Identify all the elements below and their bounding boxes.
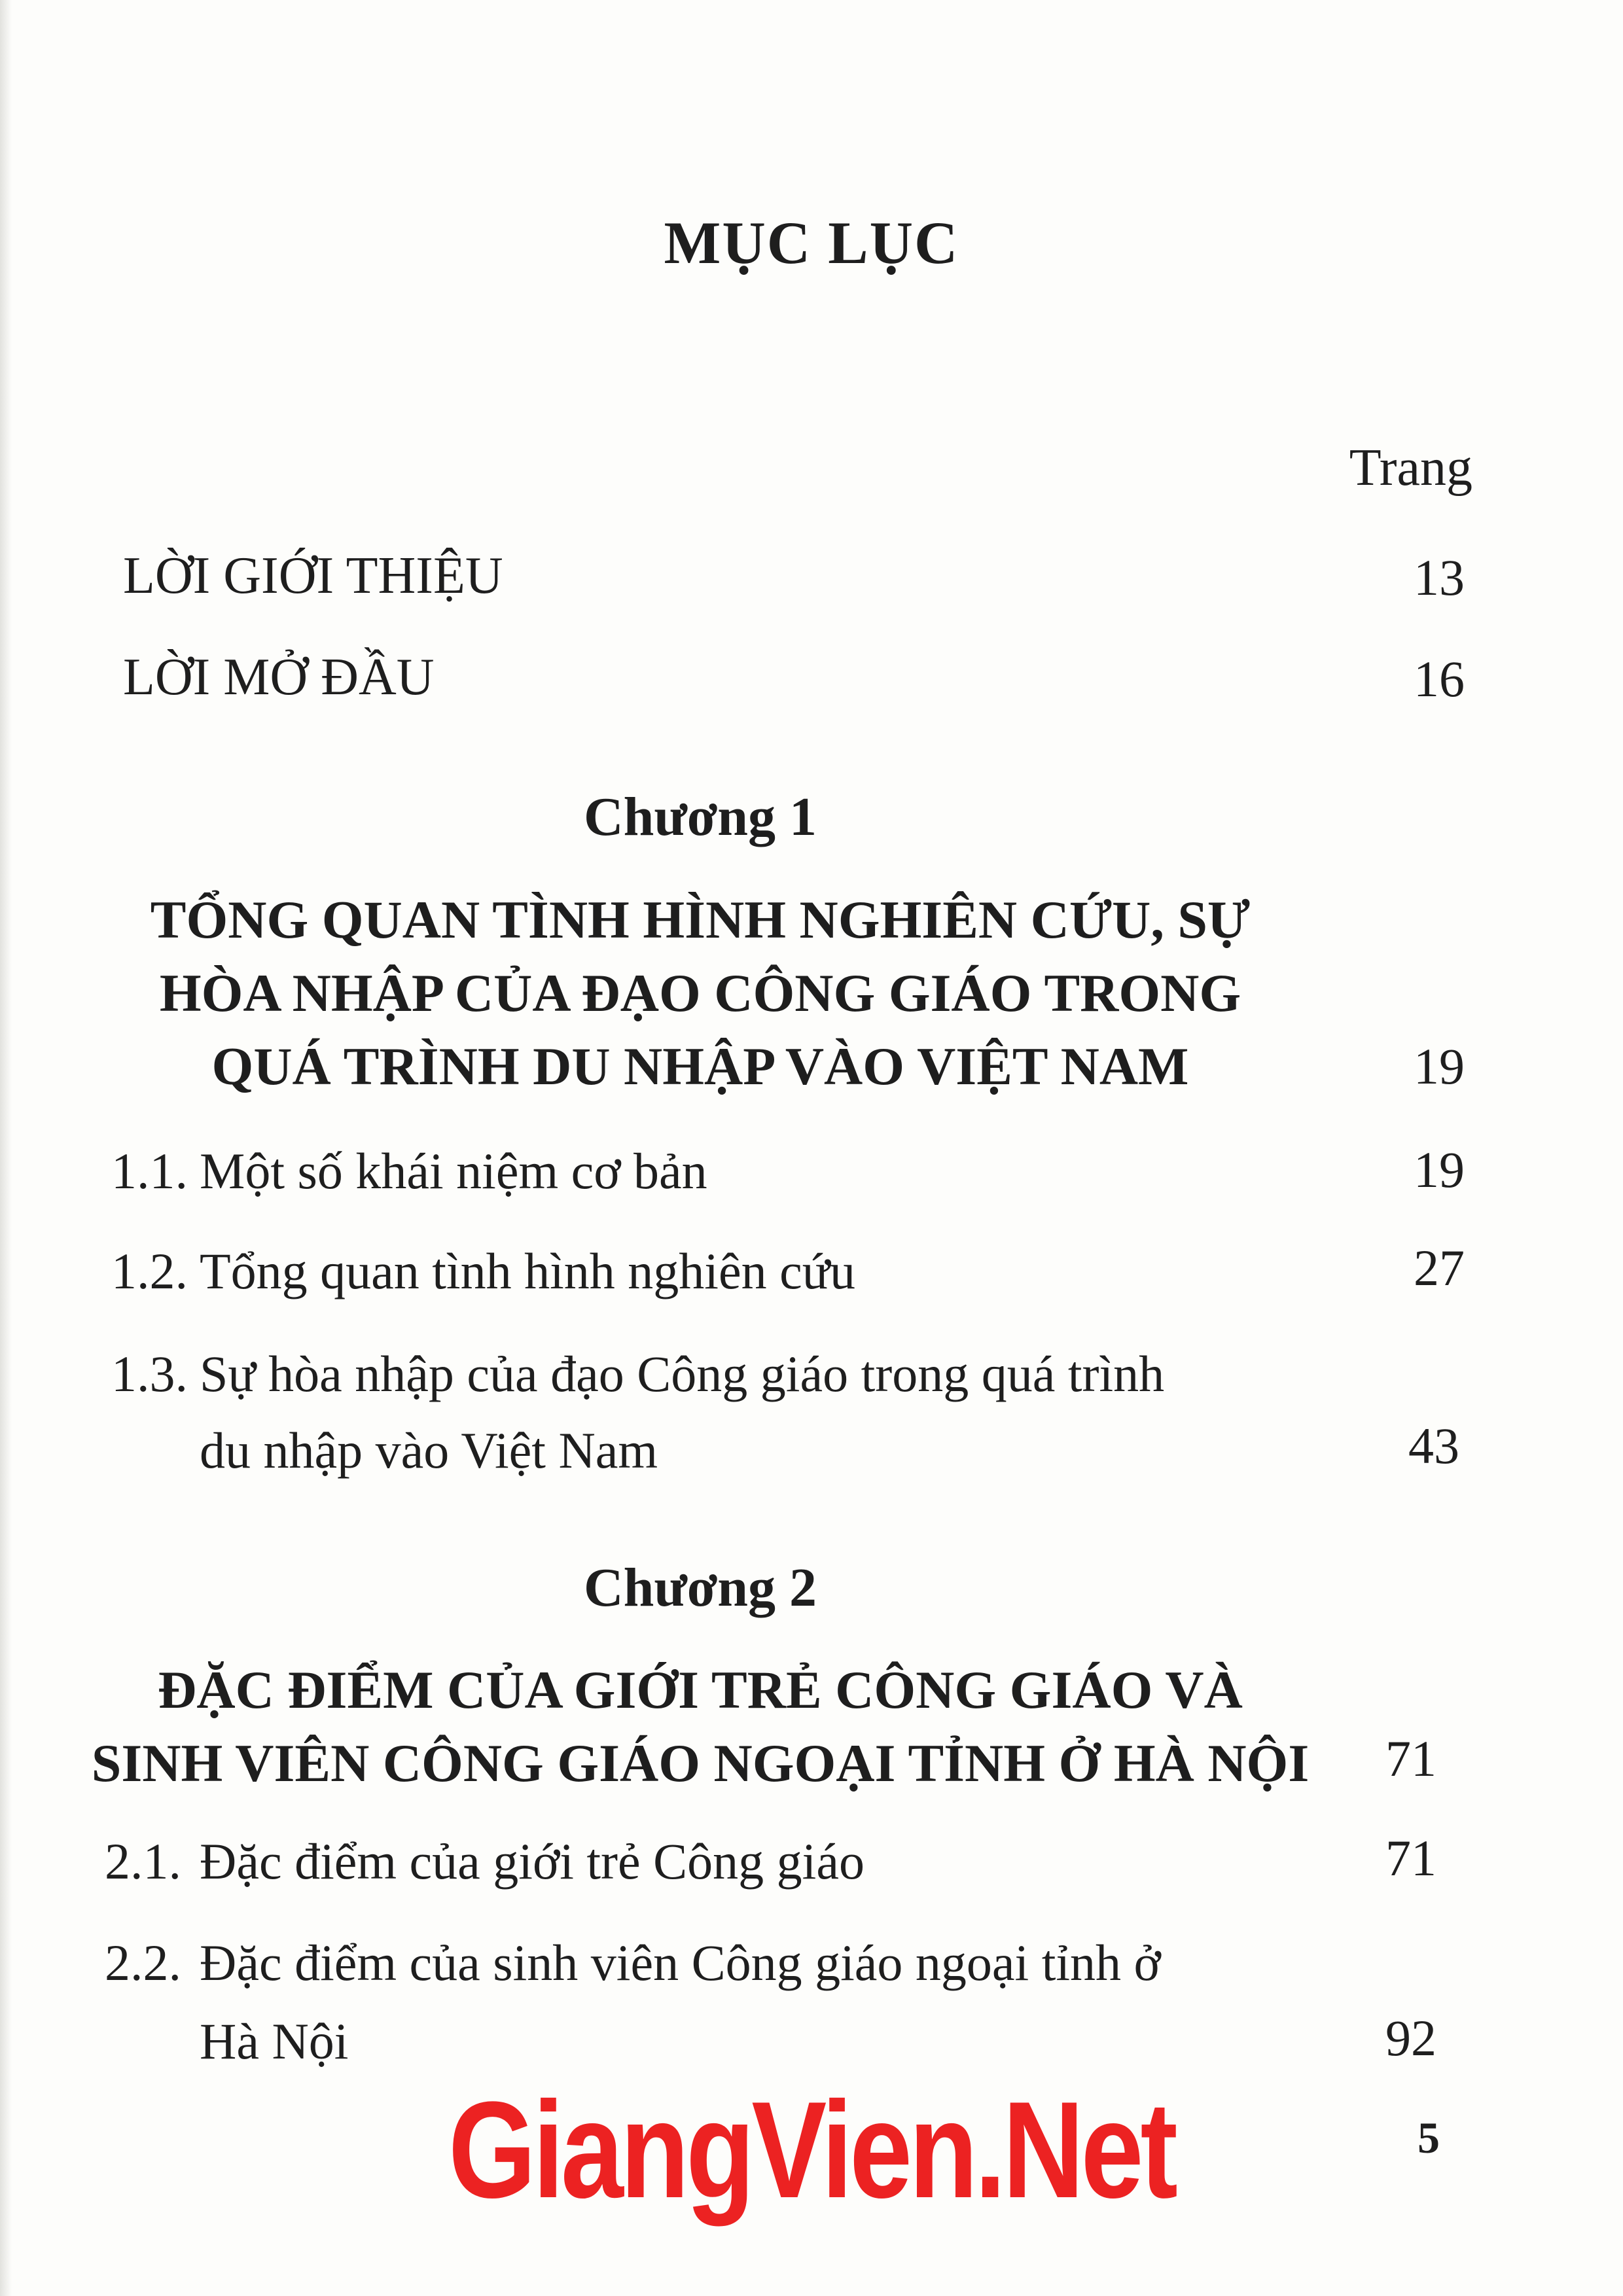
- chapter-title-line: HÒA NHẬP CỦA ĐẠO CÔNG GIÁO TRONG: [159, 963, 1241, 1023]
- entry-page-number: 16: [1414, 650, 1465, 707]
- section-page-number: 43: [1408, 1417, 1459, 1474]
- section-page-number: 71: [1385, 1829, 1436, 1886]
- chapter-title-line: SINH VIÊN CÔNG GIÁO NGOẠI TỈNH Ở HÀ NỘI: [91, 1733, 1310, 1793]
- chapter-title-line: TỔNG QUAN TÌNH HÌNH NGHIÊN CỨU, SỰ: [150, 890, 1251, 949]
- chapter-1-title: [0, 883, 1400, 1103]
- entry-loi-mo-dau: LỜI MỞ ĐẦU: [123, 648, 435, 706]
- section-number: 1.3.: [111, 1345, 188, 1402]
- chapter-2-title: [0, 1653, 1400, 1800]
- chapter-title-line: ĐẶC ĐIỂM CỦA GIỚI TRẺ CÔNG GIÁO VÀ: [158, 1660, 1243, 1720]
- section-page-number: 19: [1414, 1141, 1465, 1198]
- page-column-label: Trang: [1349, 439, 1472, 497]
- section-title: Đặc điểm của giới trẻ Công giáo: [200, 1833, 865, 1890]
- entry-page-number: 13: [1414, 549, 1465, 606]
- chapter-title-line: QUÁ TRÌNH DU NHẬP VÀO VIỆT NAM: [211, 1036, 1189, 1096]
- section-title: Một số khái niệm cơ bản: [200, 1142, 707, 1199]
- chapter-2-page-number: 71: [1385, 1730, 1436, 1787]
- entry-loi-gioi-thieu: LỜI GIỚI THIỆU: [123, 547, 503, 605]
- chapter-1-page-number: 19: [1414, 1038, 1465, 1095]
- section-number: 2.2.: [105, 1934, 181, 1991]
- scan-edge-shadow: [0, 0, 12, 2296]
- section-page-number: 27: [1414, 1239, 1465, 1296]
- toc-title: MỤC LỤC: [664, 209, 959, 276]
- section-number: 1.2.: [111, 1243, 188, 1299]
- section-title-continued: du nhập vào Việt Nam: [200, 1422, 658, 1479]
- chapter-2-label: Chương 2: [583, 1557, 817, 1618]
- section-title-continued: Hà Nội: [200, 2013, 349, 2070]
- footer-page-number: 5: [1418, 2113, 1440, 2163]
- section-title: Đặc điểm của sinh viên Công giáo ngoại tỉnh ở: [200, 1934, 1161, 1991]
- section-page-number: 92: [1385, 2009, 1436, 2066]
- section-number: 1.1.: [111, 1142, 188, 1199]
- watermark-logo: GiangVien.Net: [448, 2073, 1175, 2227]
- section-title: Tổng quan tình hình nghiên cứu: [200, 1243, 855, 1299]
- section-title: Sự hòa nhập của đạo Công giáo trong quá trình: [200, 1345, 1165, 1402]
- chapter-1-label: Chương 1: [583, 786, 817, 847]
- section-number: 2.1.: [105, 1833, 181, 1890]
